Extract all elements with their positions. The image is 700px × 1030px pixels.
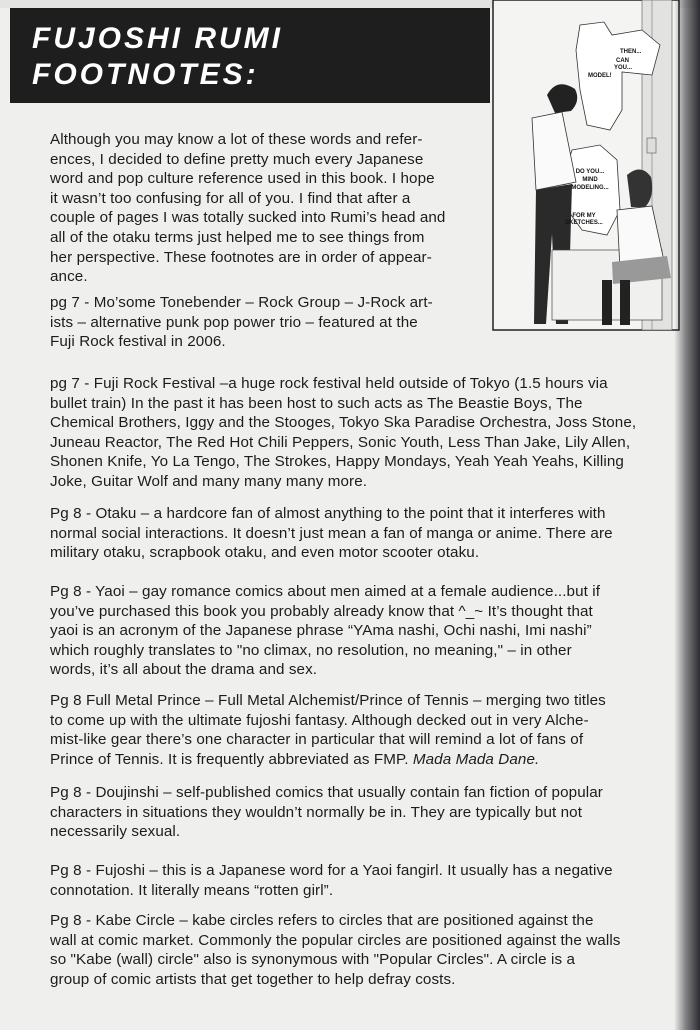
footnote-full-metal-prince	[50, 691, 606, 769]
footnote-line: pg 7 - Fuji Rock Festival –a huge rock festival held outside of Tokyo (1.5 hours via	[50, 375, 608, 392]
manga-panel-illustration	[492, 0, 682, 332]
page-title-line1: FUJOSHI RUMI	[32, 22, 284, 55]
speech-bubble-do-you: DO YOU...	[575, 169, 605, 175]
manga-panel-art	[492, 0, 682, 332]
footnote-doujinshi	[50, 783, 603, 842]
footnote-line: ists – alternative punk pop power trio – featured at the	[50, 313, 418, 331]
footnote-line: connotation. It literally means “rotten girl”.	[50, 881, 334, 899]
footnote-kabe-circle	[50, 911, 620, 989]
footnote-line: Joke, Guitar Wolf and many many many more.	[50, 472, 368, 490]
footnote-line: Pg 8 - Kabe Circle – kabe circles refers to circles that are positioned against the	[50, 912, 594, 929]
speech-bubble-model: MODEL!	[588, 73, 612, 79]
footnote-line: pg 7 - Mo’some Tonebender – Rock Group – J-Rock art-	[50, 294, 433, 311]
intro-line: Although you may know a lot of these words and refer-	[50, 131, 423, 148]
footnote-line: words, it’s all about the drama and sex.	[50, 661, 318, 679]
intro-line: ences, I decided to define pretty much every Japanese	[50, 150, 424, 168]
footnote-line: wall at comic market. Commonly the popular circles are positioned against the walls	[50, 931, 621, 949]
footnote-line: Chemical Brothers, Iggy and the Stooges, Tokyo Ska Paradise Orchestra, Joss Stone,	[50, 414, 637, 432]
speech-bubble-you: YOU...	[614, 65, 633, 71]
footnote-fuji-rock-festival	[50, 374, 636, 492]
footnote-line: bullet train) In the past it has been host to such acts as The Beastie Boys, The	[50, 394, 583, 412]
footnote-line: Pg 8 - Doujinshi – self-published comics that usually contain fan fiction of popular	[50, 784, 603, 801]
footnote-line: you’ve purchased this book you probably already know that ^_~ It’s thought that	[50, 602, 593, 620]
footnote-otaku	[50, 504, 613, 563]
intro-line: couple of pages I was totally sucked into Rumi’s head and	[50, 209, 446, 227]
footnote-line-text: Prince of Tennis. It is frequently abbreviated as FMP.	[50, 750, 413, 768]
speech-bubble-sketches: SKETCHES...	[565, 220, 603, 226]
page-title-line2: FOOTNOTES:	[32, 58, 259, 91]
speech-bubble-then: THEN...	[620, 49, 642, 55]
intro-line: it wasn’t too confusing for all of you. I find that after a	[50, 189, 411, 207]
footnote-line: group of comic artists that get together to help defray costs.	[50, 970, 456, 988]
speech-bubble-mind: MIND	[582, 177, 598, 183]
footnote-line: mist-like gear there’s one character in particular that will remind a lot of fans of	[50, 731, 584, 749]
footnote-mosome-tonebender	[50, 293, 433, 352]
footnote-line: Fuji Rock festival in 2006.	[50, 333, 226, 351]
footnote-fujoshi	[50, 861, 613, 900]
footnote-yaoi	[50, 582, 600, 680]
footnote-line: necessarily sexual.	[50, 823, 181, 841]
footnote-line: so "Kabe (wall) circle" also is synonymous with "Popular Circles". A circle is a	[50, 951, 576, 969]
footnote-line: yaoi is an acronym of the Japanese phrase “YAma nashi, Ochi nashi, Imi nashi”	[50, 622, 592, 640]
footnote-line: which roughly translates to "no climax, no resolution, no meaning," – in other	[50, 641, 572, 659]
footnote-line: characters in situations they wouldn’t normally be in. They are typically but not	[50, 803, 583, 821]
footnote-line: normal social interactions. It doesn’t just mean a fan of manga or anime. There are	[50, 524, 613, 542]
footnote-line: Pg 8 - Otaku – a hardcore fan of almost anything to the point that it interferes with	[50, 505, 606, 522]
footnote-line: Juneau Reactor, The Red Hot Chili Peppers, Sonic Youth, Less Than Jake, Lily Allen,	[50, 433, 631, 451]
footnote-line: Pg 8 Full Metal Prince – Full Metal Alchemist/Prince of Tennis – merging two titles	[50, 692, 606, 709]
intro-line: ance.	[50, 268, 88, 286]
intro-paragraph	[50, 130, 445, 287]
title-banner	[10, 8, 490, 103]
speech-bubble-can: CAN	[616, 58, 629, 64]
intro-line: her perspective. These footnotes are in order of appear-	[50, 248, 432, 266]
footnote-line: Pg 8 - Fujoshi – this is a Japanese word for a Yaoi fangirl. It usually has a negative	[50, 862, 613, 879]
book-spine-shadow	[674, 0, 700, 1030]
speech-bubble-modeling: MODELING...	[571, 185, 609, 191]
italic-phrase: Mada Mada Dane.	[412, 750, 540, 768]
intro-line: word and pop culture reference used in this book. I hope	[50, 170, 435, 188]
footnote-line: Pg 8 - Yaoi – gay romance comics about men aimed at a female audience...but if	[50, 583, 601, 600]
footnote-line: to come up with the ultimate fujoshi fantasy. Although decked out in very Alche-	[50, 711, 589, 729]
footnote-line: Shonen Knife, Yo La Tengo, The Strokes, Happy Mondays, Yeah Yeah Yeahs, Killing	[50, 453, 624, 471]
speech-bubble-for-my: FOR MY	[572, 213, 596, 219]
intro-line: all of the otaku terms just helped me to see things from	[50, 228, 425, 246]
footnote-line: military otaku, scrapbook otaku, and even motor scooter otaku.	[50, 544, 480, 562]
footnote-line	[50, 750, 606, 770]
